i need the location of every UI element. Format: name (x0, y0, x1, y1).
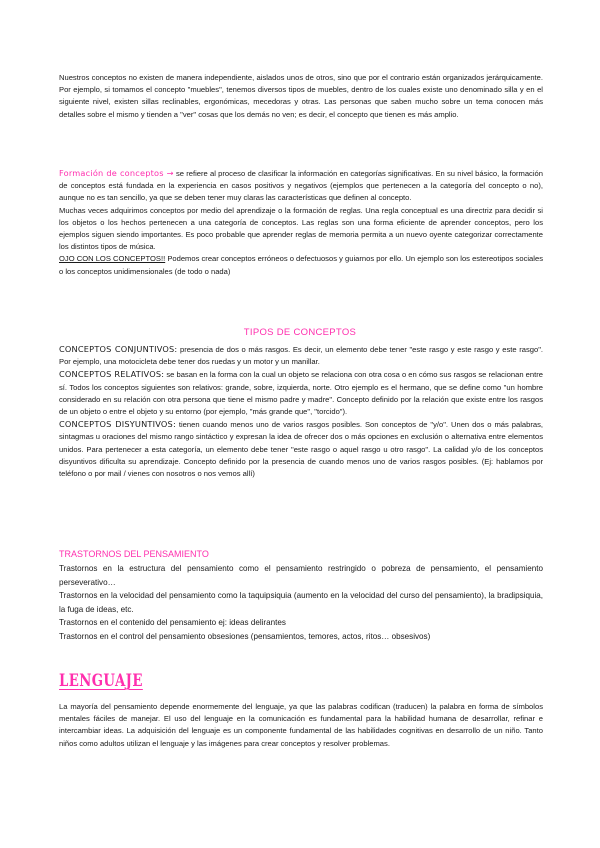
conjuntivos-text: presencia de dos o más rasgos. Es decir, un elemento debe tener "este rasgo y este rasgo y este rasgo". Por ejemplo, una motocicleta debe tener dos ruedas y un motor y un manillar. (59, 345, 543, 367)
trastornos-list (59, 562, 543, 644)
tipos-section (59, 343, 543, 480)
ojo-label: OJO CON LOS CONCEPTOS!! (59, 254, 166, 264)
formacion-text: se refiere al proceso de clasificar la información en categorías significativas. En su nivel básico, la formación de conceptos está fundada en la experiencia en casos positivos y negativos (ejemplos que pertenecen a la categoría del concepto o no), aunque no es tan sencillo, ya que se deben tener muy claras las características que definen al concepto. (59, 169, 543, 203)
lenguaje-paragraph: La mayoría del pensamiento depende enormemente del lenguaje, ya que las palabras codifican (traducen) la palabra en forma de símbolos mentales fáciles de manejar. El uso del lenguaje en la comunicación es fundamental para la habilidad humana de desarrollar, refinar e intercambiar ideas. La adquisición del lenguaje es un componente fundamental de las habilidades cognitivas en desarrollo de un niño. Tanto niños como adultos utilizan el lenguaje y las imágenes para crear conceptos y resolver problemas. (59, 702, 543, 748)
ojo-paragraph (59, 253, 543, 277)
relativos-text: se basan en la forma con la cual un objeto se relaciona con otra cosa o en cómo sus rasgos se relacionan entre sí. Todos los conceptos siguientes son relativos: grande, sobre, izquierda, norte. Otro ejemplo es el hermano, que se define como "un hombre considerado en su relación con otra persona que tiene el mismo padre y madre". Concepto definido por la relación que existe entre los rasgos de un objeto o entre el objeto y su entorno (por ejemplo, "más grande que", "torcido"). (59, 370, 543, 417)
relativos-label: CONCEPTOS RELATIVOS: (59, 369, 165, 380)
trastornos-heading: TRASTORNOS DEL PENSAMIENTO (59, 549, 209, 559)
conjuntivos-paragraph (59, 343, 543, 368)
formacion-paragraph (59, 167, 543, 205)
trastorno-item: Trastornos en la velocidad del pensamiento como la taquipsiquia (aumento en la velocidad del curso del pensamiento), la bradipsiquia, la fuga de ideas, etc. (59, 591, 543, 614)
formacion-section (59, 167, 543, 278)
ojo-text: Podemos crear conceptos erróneos o defectuosos y guiarnos por ello. Un ejemplo son los estereotipos sociales o los conceptos unidimensionales (de todo o nada) (59, 254, 543, 276)
relativos-paragraph (59, 368, 543, 418)
formacion-label: Formación de conceptos → (59, 168, 174, 178)
lenguaje-heading: LENGUAJE (59, 671, 143, 691)
disyuntivos-paragraph (59, 418, 543, 480)
disyuntivos-text: tienen cuando menos uno de varios rasgos posibles. Son conceptos de "y/o". Unen dos o más palabras, sintagmas u oraciones del mismo rango sintáctico y expresan la idea de ofrecer dos o más opciones en exclusión o alternativa entre elementos unidos. Para pertenecer a esta categoría, un elemento debe tener "este rasgo o aquel rasgo u otro rasgo". La calidad y/o de los conceptos disyuntivos dificulta su aprendizaje. Concepto definido por la presencia de cuando menos uno de varios rasgos posibles. (Ej: hablamos por teléfono o por mail / vienes con nosotros o nos vemos allí) (59, 420, 543, 479)
intro-paragraph: Nuestros conceptos no existen de manera independiente, aislados unos de otros, sino que por el contrario están organizados jerárquicamente. Por ejemplo, si tomamos el concepto "muebles", tenemos diversos tipos de muebles, dentro de los cuales existe uno denominado silla y en el siguiente nivel, existen sillas reclinables, ergonómicas, mecedoras y otras. Las personas que saben mucho sobre un tema conocen más detalles sobre el mismo y tienden a "ver" cosas que los demás no ven; es decir, el concepto que tienen es más amplio. (59, 73, 543, 119)
tipos-heading: TIPOS DE CONCEPTOS (243, 327, 357, 338)
conjuntivos-label: CONCEPTOS CONJUNTIVOS: (59, 344, 178, 354)
reglas-paragraph: Muchas veces adquirimos conceptos por medio del aprendizaje o la formación de reglas. Una regla conceptual es una directriz para decidir si los objetos o los hechos pertenecen a una categoría de conceptos. Las reglas son una forma eficiente de aprender conceptos, pero los ejemplos siguen siendo importantes. Es poco probable que aprender reglas de memoria permita a un nuevo oyente categorizar correctamente los distintos tipos de música. (59, 205, 543, 252)
trastorno-item: Trastornos en el contenido del pensamiento ej: ideas delirantes (59, 618, 286, 628)
trastorno-item: Trastornos en la estructura del pensamiento como el pensamiento restringido o pobreza de pensamiento, el pensamiento perseverativo… (59, 564, 543, 587)
trastorno-item: Trastornos en el control del pensamiento obsesiones (pensamientos, temores, actos, ritos… obsesivos) (59, 631, 431, 641)
disyuntivos-label: CONCEPTOS DISYUNTIVOS: (59, 419, 176, 430)
